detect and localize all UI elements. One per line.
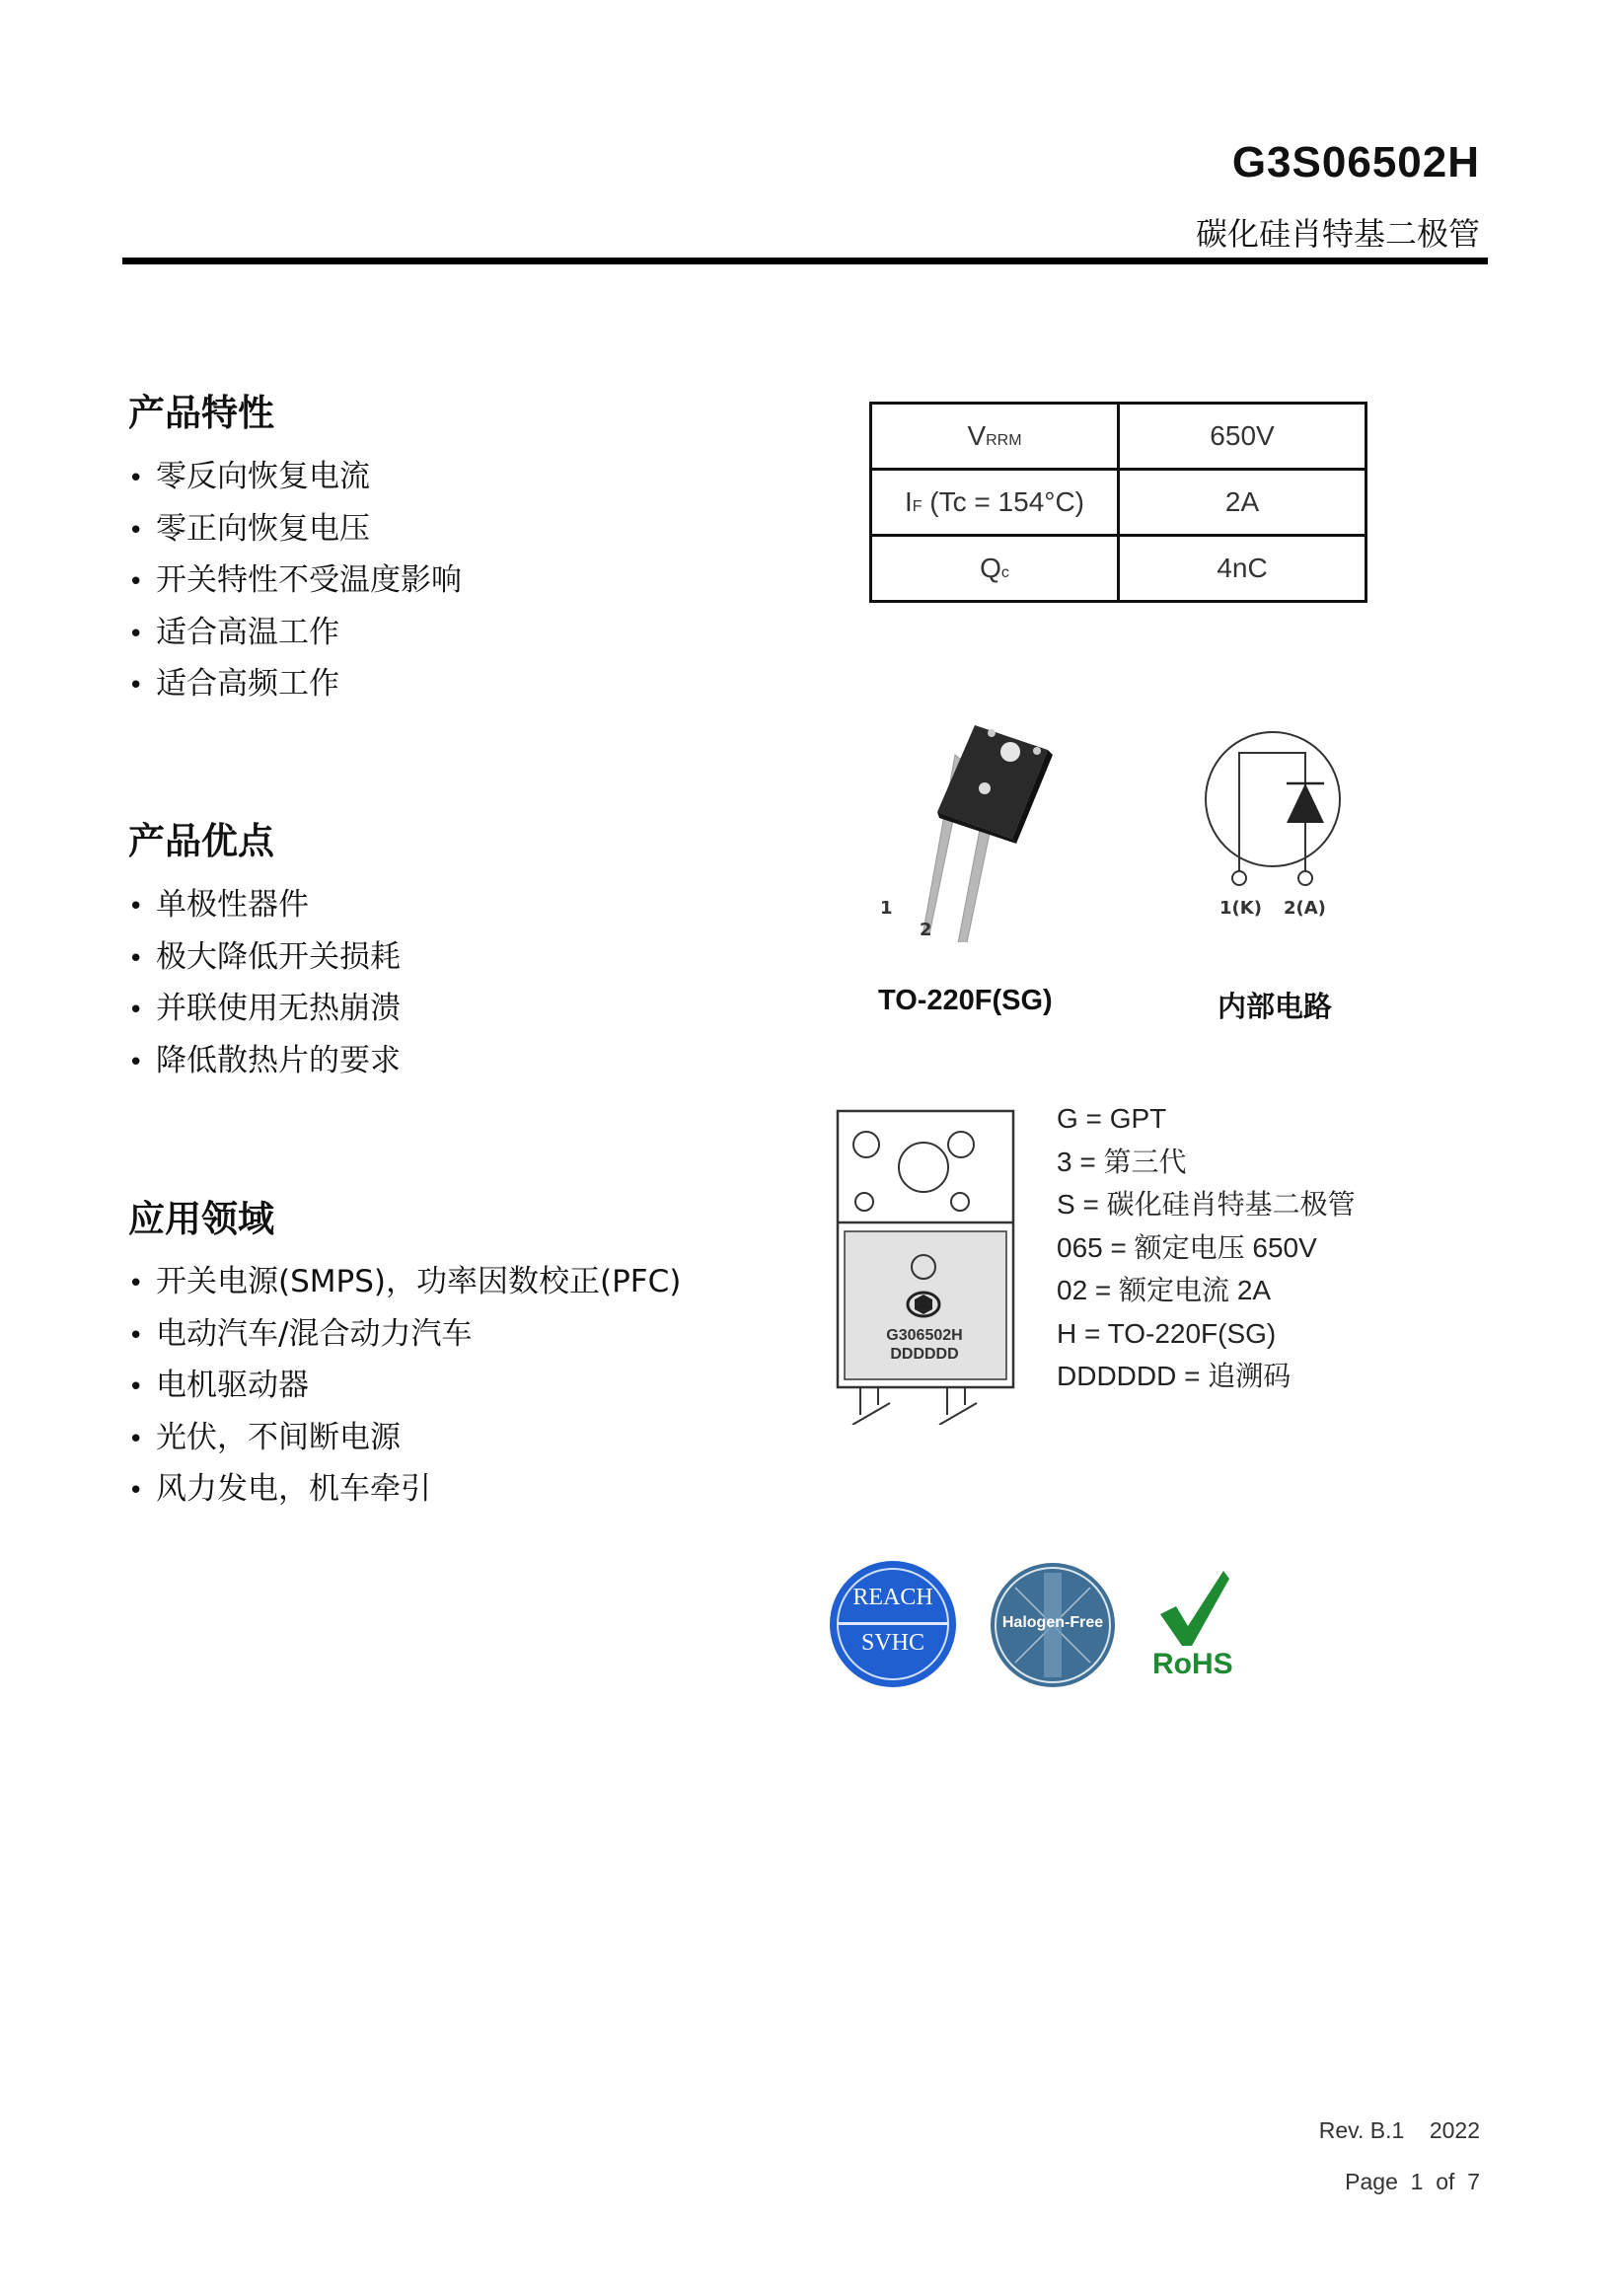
reach-label: REACH <box>852 1585 933 1610</box>
green-checkmark-icon <box>1152 1569 1241 1648</box>
marking-diagram <box>831 1099 1018 1425</box>
param-subscript: c <box>1000 564 1009 581</box>
list-item: • 适合高温工作 <box>128 607 462 659</box>
chip-trace-code: DDDDDD <box>890 1346 959 1363</box>
circuit-caption: 内部电路 <box>1218 992 1333 1023</box>
rohs-label: RoHS <box>1152 1648 1233 1680</box>
chip-part-code: G306502H <box>886 1327 963 1344</box>
list-item: • 零正向恢复电压 <box>128 503 462 555</box>
chip-marking-text <box>831 1326 1018 1364</box>
rohs-badge-icon <box>1152 1569 1241 1692</box>
legend-item: G = GPT <box>1057 1103 1167 1134</box>
param-symbol: Q <box>980 553 1001 583</box>
legend-item: S = 碳化硅肖特基二极管 <box>1057 1189 1356 1220</box>
revision-info: Rev. B.1 2022 <box>1318 2117 1480 2143</box>
table-row <box>871 404 1366 470</box>
applications-heading: 应用领域 <box>128 1198 274 1240</box>
param-subscript: RRM <box>986 432 1022 449</box>
legend-item: 3 = 第三代 <box>1057 1146 1187 1177</box>
list-item: • 风力发电，机车牵引 <box>128 1463 681 1516</box>
halogen-free-label: Halogen-Free <box>1001 1614 1104 1631</box>
list-item: • 单极性器件 <box>128 879 401 931</box>
param-subscript: F <box>912 498 923 515</box>
list-item: • 适合高频工作 <box>128 658 462 710</box>
list-item: • 电动汽车/混合动力汽车 <box>128 1308 681 1361</box>
features-heading: 产品特性 <box>128 392 274 434</box>
applications-list <box>128 1256 681 1516</box>
product-subtitle: 碳化硅肖特基二极管 <box>1195 215 1480 253</box>
legend-item: 065 = 额定电压 650V <box>1057 1231 1317 1263</box>
part-number-title: G3S06502H <box>1231 138 1480 186</box>
advantages-heading: 产品优点 <box>128 820 274 862</box>
param-cell <box>871 404 1119 470</box>
advantages-list <box>128 879 401 1086</box>
list-item: • 零反向恢复电流 <box>128 451 462 503</box>
value-cell: 4nC <box>1119 536 1366 602</box>
header-divider <box>122 258 1488 264</box>
to220f-package-image <box>868 705 1066 942</box>
list-item: • 极大降低开关损耗 <box>128 931 401 984</box>
key-spec-table <box>869 402 1367 603</box>
list-item: • 降低散热片的要求 <box>128 1035 401 1087</box>
list-item: • 并联使用无热崩溃 <box>128 983 401 1035</box>
legend-item: DDDDDD = 追溯码 <box>1057 1361 1292 1391</box>
features-list <box>128 451 462 710</box>
param-symbol: I <box>904 486 913 517</box>
list-item: • 光伏，不间断电源 <box>128 1412 681 1464</box>
param-cell <box>871 536 1119 602</box>
svhc-label: SVHC <box>860 1630 925 1656</box>
page-number: Page 1 of 7 <box>1345 2169 1480 2194</box>
param-condition: (Tc = 154°C) <box>922 486 1085 517</box>
param-symbol: V <box>967 420 987 451</box>
anode-pin-label: 2(A) <box>1284 898 1326 919</box>
internal-circuit-diagram <box>1164 710 1362 908</box>
value-cell: 2A <box>1119 470 1366 536</box>
value-cell: 650V <box>1119 404 1366 470</box>
pin2-label: 2 <box>920 920 932 940</box>
table-row <box>871 470 1366 536</box>
legend-item: 02 = 额定电流 2A <box>1057 1275 1272 1305</box>
list-item: • 电机驱动器 <box>128 1360 681 1412</box>
package-caption: TO-220F(SG) <box>878 985 1053 1016</box>
list-item: • 开关电源(SMPS)，功率因数校正(PFC) <box>128 1256 681 1308</box>
marking-legend <box>1057 1097 1356 1398</box>
list-item: • 开关特性不受温度影响 <box>128 555 462 607</box>
param-cell <box>871 470 1119 536</box>
cathode-pin-label: 1(K) <box>1219 898 1262 919</box>
legend-item: H = TO-220F(SG) <box>1057 1317 1277 1349</box>
halogen-free-badge-icon <box>991 1563 1115 1687</box>
table-row <box>871 536 1366 602</box>
reach-svhc-badge-icon <box>830 1561 956 1687</box>
pin1-label: 1 <box>880 898 893 919</box>
